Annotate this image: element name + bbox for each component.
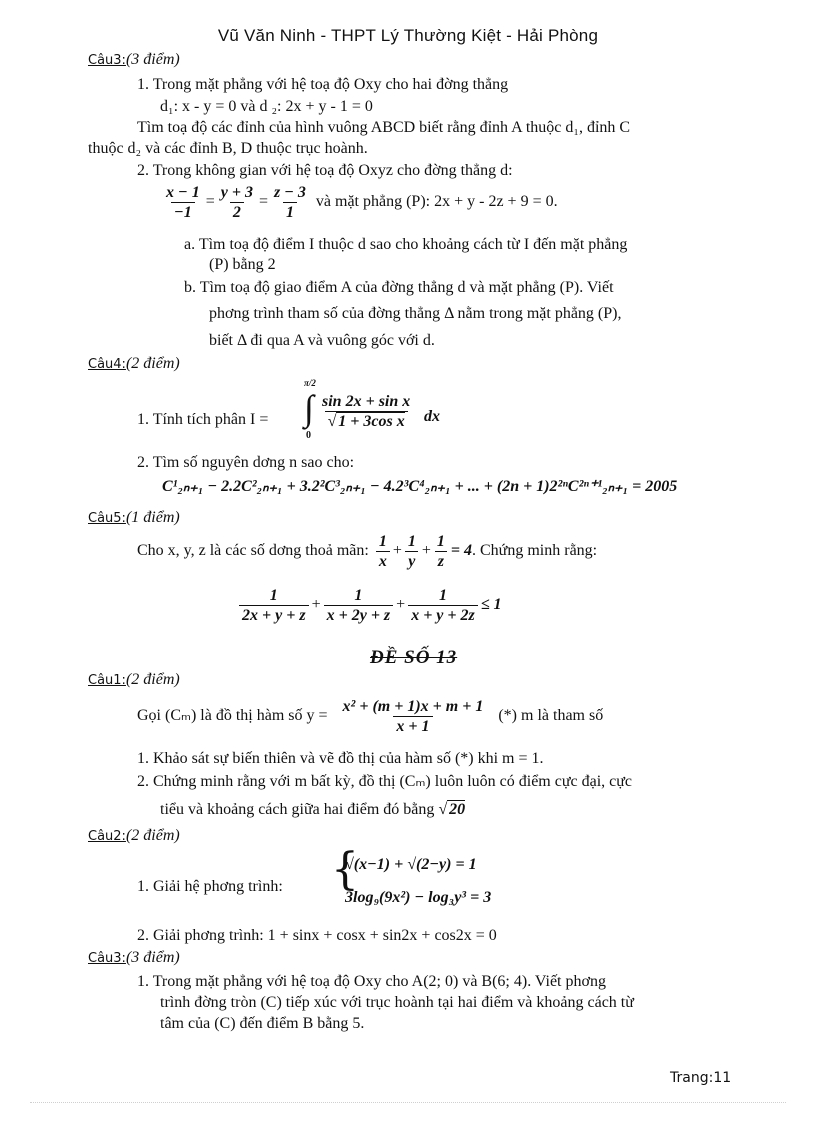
fraction: $\frac{y + 3}{2}$ <box>220 184 253 221</box>
section-heading <box>88 948 180 969</box>
system-equation-2: 3log₉(9x²) − log₃y³ = 3 <box>345 889 492 906</box>
system-brace: { <box>331 844 359 895</box>
function-definition: Gọi (Cₘ) là đồ thị hàm số y = $\frac{\text{x² + (m + 1)x + m + 1}}{x + 1}$ (*) m là tham số <box>137 698 604 735</box>
text-line: 1. Tính tích phân I = <box>137 411 269 428</box>
question-label: Câu4: <box>88 357 126 372</box>
text-line: (P) bằng 2 <box>209 256 276 273</box>
page-divider <box>30 1102 786 1103</box>
exam-title: ĐỀ SỐ 13 <box>370 647 458 668</box>
text-line: tiểu và khoảng cách giữa hai điểm đó bằng √ 20 <box>160 801 466 818</box>
text-line: 2. Tìm số nguyên dơng n sao cho: <box>137 454 355 471</box>
fraction: $\frac{x - 1}{-1}$ <box>166 184 200 221</box>
text-line: phơng trình tham số của đờng thẳng Δ nằm trong mặt phẳng (P), <box>209 305 622 322</box>
line-equation: $\frac{x - 1}{-1}$ = $\frac{y + 3}{2}$ = $\frac{z - 3}{1}$ và mặt phẳng (P): 2x + y - 2z + 9 = 0. <box>160 183 558 222</box>
binomial-formula: C¹₂ₙ₊₁ − 2.2C²₂ₙ₊₁ + 3.2²C³₂ₙ₊₁ − 4.2³C⁴₂ₙ₊₁ + ... + (2n + 1)2²ⁿC²ⁿ⁺¹₂ₙ₊₁ = 2005 <box>162 478 678 495</box>
text-line: tâm của (C) đến điểm B bằng 5. <box>160 1015 365 1032</box>
system-equation-1: √(x−1) + √(2−y) = 1 <box>345 856 477 873</box>
condition-line: Cho x, y, z là các số dơng thoả mãn: $\frac{1}{x}$ + $\frac{1}{y}$ + $\frac{1}{z}$ = 4. Chứng minh rằng: <box>137 533 598 570</box>
text-line: 1. Giải hệ phơng trình: <box>137 878 283 895</box>
question-label: Câu5: <box>88 511 126 526</box>
equation-tail: và mặt phẳng (P): 2x + y - 2z + 9 = 0. <box>315 193 558 211</box>
text-line: thuộc d₂ và các đỉnh B, D thuộc trục hoành. <box>88 140 368 157</box>
text-line: trình đờng tròn (C) tiếp xúc với trục hoành tại hai điểm và khoảng cách từ <box>160 994 634 1011</box>
text-line: biết Δ đi qua A và vuông góc với d. <box>209 332 435 349</box>
text-span: Cho x, y, z là các số dơng thoả mãn: <box>137 542 369 560</box>
text-line: 1. Trong mặt phẳng với hệ toạ độ Oxy cho A(2; 0) và B(6; 4). Viết phơng <box>137 973 606 990</box>
footer-label: Trang: <box>670 1070 714 1086</box>
question-points: (2 điểm) <box>125 671 180 688</box>
section-heading <box>88 826 180 847</box>
text-line: 2. Trong không gian với hệ toạ độ Oxyz cho đờng thẳng d: <box>137 162 513 179</box>
text-span: Gọi (Cₘ) là đồ thị hàm số y = <box>137 707 328 725</box>
question-points: (2 điểm) <box>125 827 180 844</box>
inequality-formula: $\frac{1}{2x + y + z}$ + $\frac{1}{x + 2y + z}$ + $\frac{1}{x + y + 2z}$ ≤ 1 <box>236 586 502 625</box>
section-heading <box>88 508 180 529</box>
page-number: 11 <box>713 1070 732 1086</box>
question-label: Câu1: <box>88 673 126 688</box>
text-line: 1. Trong mặt phẳng với hệ toạ độ Oxy cho hai đờng thẳng <box>137 76 509 93</box>
section-heading <box>88 354 180 375</box>
text-line: a. Tìm toạ độ điểm I thuộc d sao cho khoảng cách từ I đến mặt phẳng <box>184 236 628 253</box>
text-span: (*) m là tham số <box>498 707 604 725</box>
question-label: Câu3: <box>88 951 126 966</box>
question-points: (3 điểm) <box>125 51 180 68</box>
text-line: 2. Giải phơng trình: 1 + sinx + cosx + sin2x + cos2x = 0 <box>137 927 497 944</box>
text-span: . Chứng minh rằng: <box>472 542 598 560</box>
question-label: Câu3: <box>88 53 126 68</box>
text-line: d₁: x - y = 0 và d ₂: 2x + y - 1 = 0 <box>160 98 373 115</box>
text-span: tiểu và khoảng cách giữa hai điểm đó bằng <box>160 801 435 818</box>
text-line: Tìm toạ độ các đỉnh của hình vuông ABCD biết rằng đỉnh A thuộc d₁, đỉnh C <box>137 119 631 136</box>
document-page: Vũ Văn Ninh - THPT Lý Thường Kiệt - Hải Phòng Câu3:(3 điểm) 1. Trong mặt phẳng với hệ toạ độ Oxy cho hai đờng thẳng d₁: x - y = 0 và d ₂: 2x + y - 1 = 0 Tìm toạ độ các đỉnh của hình vuông ABCD biết rằng đỉnh A thuộc d₁, đỉnh C thuộc d₂ và các đỉnh B, D thuộc trục hoành. 2. Trong không gian với hệ toạ độ Oxyz cho đờng thẳng d: $\frac{x - 1}{-1}$ = $\frac{y + 3}{2}$ = $\frac{z - 3}{1}$ và mặt phẳng (P): 2x + y - 2z + 9 = 0. a. Tìm toạ độ điểm I thuộc d sao cho khoảng cách từ I đến mặt phẳng (P) bằng 2 b. Tìm toạ độ giao điểm A của đờng thẳng d và mặt phẳng (P). Viết phơng trình tham số của đờng thẳng Δ nằm trong mặt phẳng (P), biết Δ đi qua A và vuông góc với d. Câu4:(2 điểm) 1. Tính tích phân I = π/2 ∫ 0 $\frac{\text{sin 2x + sin x}}{\text{√ 1 + 3cos x}}$ dx 2. Tìm số nguyên dơng n sao cho: C¹₂ₙ₊₁ − 2.2C²₂ₙ₊₁ + 3.2²C³₂ₙ₊₁ − 4.2³C⁴₂ₙ₊₁ + ... + (2n + 1)2²ⁿC²ⁿ⁺¹₂ₙ₊₁ = 2005 Câu5:(1 điểm) Cho x, y, z là các số dơng thoả mãn: $\frac{1}{x}$ + $\frac{1}{y}$ + $\frac{1}{z}$ = 4. Chứng minh rằng: $\frac{1}{2x + y + z}$ + $\frac{1}{x + 2y + z}$ + $\frac{1}{x + y + 2z}$ ≤ 1 ĐỀ SỐ 13 Câu1:(2 điểm) Gọi (Cₘ) là đồ thị hàm số y = $\frac{\text{x² + (m + 1)x + m + 1}}{x + 1}$ (*) m là tham số 1. Khảo sát sự biến thiên và vẽ đồ thị của hàm số (*) khi m = 1. 2. Chứng minh rằng với m bất kỳ, đồ thị (Cₘ) luôn luôn có điểm cực đại, cực tiểu và khoảng cách giữa hai điểm đó bằng √ 20 Câu2:(2 điểm) 1. Giải hệ phơng trình: { √(x−1) + √(2−y) = 1 3log₉(9x²) − log₃y³ = 3 2. Giải phơng trình: 1 + sinx + cosx + sin2x + cos2x = 0 Câu3:(3 điểm) 1. Trong mặt phẳng với hệ toạ độ Oxy cho A(2; 0) và B(6; 4). Viết phơng trình đờng tròn (C) tiếp xúc với trục hoành tại hai điểm và khoảng cách từ tâm của (C) đến điểm B bằng 5. Trang:11 <box>0 0 816 1123</box>
section-heading <box>88 670 180 691</box>
page-footer <box>670 1070 731 1086</box>
text-line: b. Tìm toạ độ giao điểm A của đờng thẳng d và mặt phẳng (P). Viết <box>184 279 614 296</box>
page-header: Vũ Văn Ninh - THPT Lý Thường Kiệt - Hải Phòng <box>217 26 599 45</box>
fraction: $\frac{z - 3}{1}$ <box>273 184 306 221</box>
question-label: Câu2: <box>88 829 126 844</box>
section-heading <box>88 50 180 71</box>
text-line: 2. Chứng minh rằng với m bất kỳ, đồ thị (Cₘ) luôn luôn có điểm cực đại, cực <box>137 773 633 790</box>
question-points: (2 điểm) <box>125 355 180 372</box>
question-points: (3 điểm) <box>125 949 180 966</box>
text-line: 1. Khảo sát sự biến thiên và vẽ đồ thị của hàm số (*) khi m = 1. <box>137 750 544 767</box>
question-points: (1 điểm) <box>125 509 180 526</box>
